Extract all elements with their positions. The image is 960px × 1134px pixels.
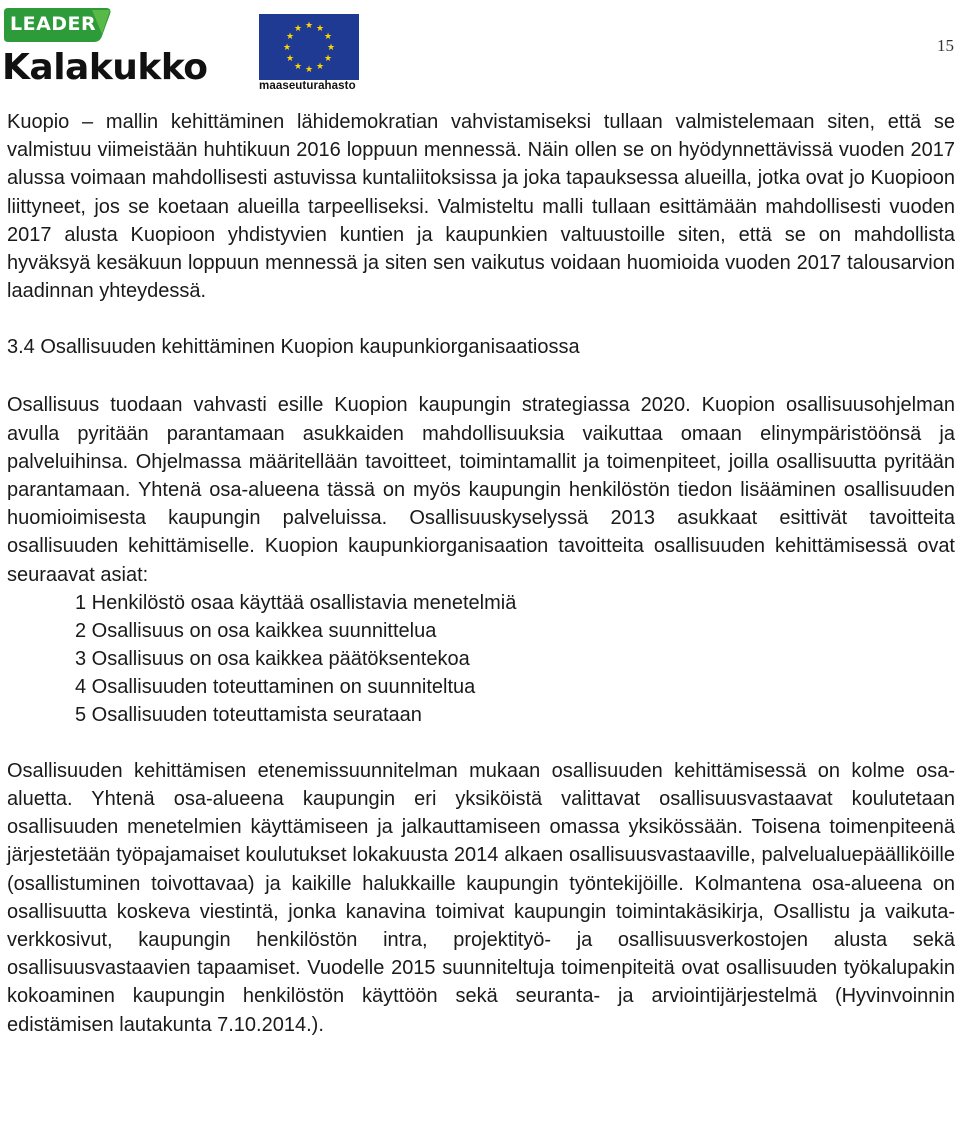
svg-text:★: ★ <box>282 43 292 53</box>
svg-text:★: ★ <box>323 54 333 64</box>
paragraph-kuopio-model: Kuopio – mallin kehittäminen lähidemokratian vahvistamiseksi tullaan valmistelemaan siten, että se valmistuu viimeistään huhtikuun 2016 loppuun mennessä. Näin ollen se on hyödynnettävissä vuoden 2017 alussa voimaan mahdollisesti astuvissa kuntaliitoksissa ja joka tapauksessa alueilla, jotka ovat jo Kuopioon liittyneet, jos se koetaan alueilla tarpeelliseksi. Valmisteltu malli tullaan esittämään mahdollisesti vuoden 2017 alusta Kuopioon yhdistyvien kuntien ja kaupunkien valtuustoille siten, että se on mahdollista hyväksyä kesäkuun loppuun mennessä ja siten sen vaikutus voidaan huomioida vuoden 2017 talousarvion laadinnan yhteydessä. <box>7 111 955 303</box>
svg-text:★: ★ <box>323 32 333 42</box>
svg-text:★: ★ <box>326 43 336 53</box>
svg-text:★: ★ <box>304 21 314 31</box>
svg-text:★: ★ <box>285 32 295 42</box>
page-number: 15 <box>937 36 954 55</box>
svg-text:★: ★ <box>304 65 314 75</box>
paragraph-participation-strategy: Osallisuus tuodaan vahvasti esille Kuopion kaupungin strategiassa 2020. Kuopion osallisuusohjelman avulla pyritään parantamaan asukkaiden mahdollisuuksia vaikuttaa omaan elinympäristöönsä ja palveluihinsa. Ohjelmassa määritellään tavoitteet, toimintamallit ja toimenpiteet, joilla osallisuutta pyritään parantamaan. Yhtenä osa-alueena tässä on myös kaupungin henkilöstön tiedon lisääminen osallisuuden huomioimisesta kaupungin palveluissa. Osallisuuskyselyssä 2013 asukkaat esittivät tavoitteita osallisuuden kehittämiselle. Kuopion kaupunkiorganisaation tavoitteita osallisuuden kehittämisessä ovat seuraavat asiat: <box>7 394 955 586</box>
list-item: 5 Osallisuuden toteuttamista seurataan <box>75 703 422 726</box>
leader-logo-text: LEADER <box>10 13 97 35</box>
svg-text:★: ★ <box>285 54 295 64</box>
eu-logo-caption: maaseuturahasto <box>259 80 356 92</box>
document-body <box>7 108 955 1039</box>
svg-text:★: ★ <box>315 24 325 34</box>
section-heading-3-4: 3.4 Osallisuuden kehittäminen Kuopion kaupunkiorganisaatiossa <box>7 336 580 359</box>
goals-list <box>7 589 955 729</box>
list-item: 4 Osallisuuden toteuttaminen on suunniteltua <box>75 675 476 698</box>
kalakukko-logo-text: Kalakukko <box>2 47 208 88</box>
list-item: 1 Henkilöstö osaa käyttää osallistavia menetelmiä <box>75 591 517 614</box>
svg-text:★: ★ <box>293 24 303 34</box>
eu-flag-icon <box>259 14 359 80</box>
svg-text:★: ★ <box>293 62 303 72</box>
list-item: 2 Osallisuus on osa kaikkea suunnittelua <box>75 619 437 642</box>
paragraph-development-plan: Osallisuuden kehittämisen etenemissuunnitelman mukaan osallisuuden kehittämisessä on kolme osa-aluetta. Yhtenä osa-alueena kaupungin eri yksiköistä valittavat osallisuusvastaavat koulutetaan osallisuuden menetelmien käyttämiseen ja jalkauttamiseen omassa yksikössään. Toisena toimenpiteenä järjestetään työpajamaiset koulutukset lokakuusta 2014 alkaen osallisuusvastaaville, palvelualuepäälliköille (osallistuminen toivottavaa) ja kaikille halukkaille kaupungin työntekijöille. Kolmantena osa-alueena on osallisuutta koskeva viestintä, jonka kanavina toimivat kaupungin toimintakäsikirja, Osallistu ja vaikuta-verkkosivut, kaupungin henkilöstön intra, projektityö- ja osallisuusverkostojen alusta sekä osallisuusvastaavien tapaamiset. Vuodelle 2015 suunniteltuja toimenpiteitä ovat osallisuuden työkalupakin kokoaminen kaupungin henkilöstön käyttöön sekä seuranta- ja arviointijärjestelmä (Hyvinvoinnin edistämisen lautakunta 7.10.2014.). <box>7 759 955 1036</box>
eu-rural-fund-logo <box>259 14 363 94</box>
list-item: 3 Osallisuus on osa kaikkea päätöksentekoa <box>75 647 470 670</box>
leader-kalakukko-logo <box>2 6 222 90</box>
svg-text:★: ★ <box>315 62 325 72</box>
page-header <box>0 0 960 100</box>
